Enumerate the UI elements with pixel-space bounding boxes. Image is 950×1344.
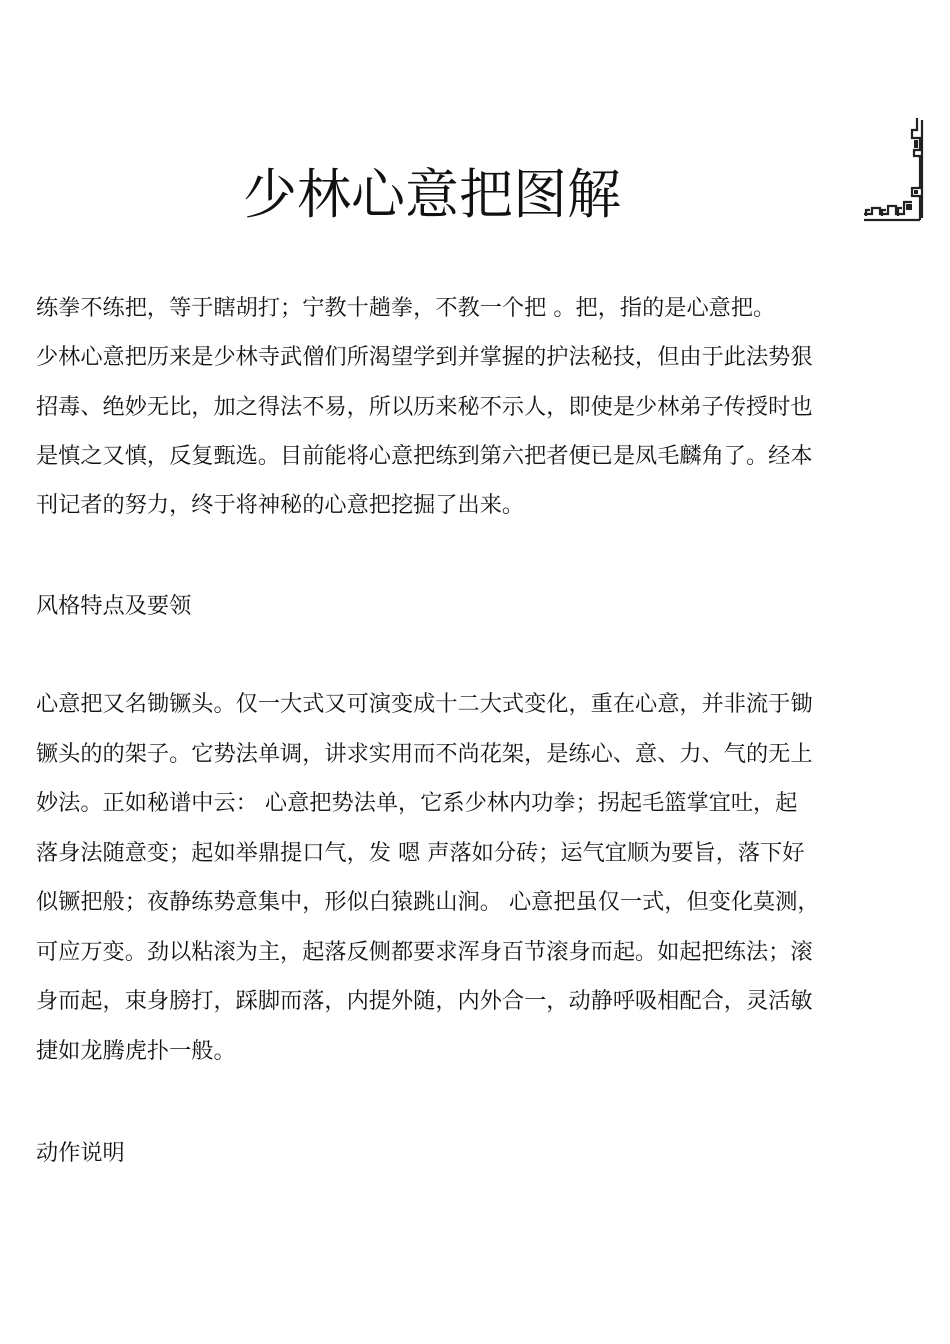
section1-line-5: 似镢把般；夜静练势意集中，形似白猿跳山涧。 心意把虽仅一式，但变化莫测， [36,889,820,915]
section-heading-actions: 动作说明 [36,1140,125,1166]
section1-line-7: 身而起，束身膀打，踩脚而落，内提外随，内外合一，动静呼吸相配合，灵活敏 [36,988,813,1014]
section1-line-2: 镢头的的架子。它势法单调，讲求实用而不尚花架，是练心、意、力、气的无上 [36,741,813,767]
section1-line-6: 可应万变。劲以粘滚为主，起落反侧都要求浑身百节滚身而起。如起把练法；滚 [36,939,813,965]
section-heading-style: 风格特点及要领 [36,593,192,619]
section1-line-3: 妙法。正如秘谱中云： 心意把势法单，它系少林内功拳；拐起毛篮掌宜吐，起 [36,790,798,816]
page-title: 少林心意把图解 [243,163,621,226]
intro-line-4: 是慎之又慎，反复甄选。目前能将心意把练到第六把者便已是凤毛麟角了。经本 [36,443,813,469]
corner-ornament-icon [862,116,924,222]
intro-line-5: 刊记者的努力，终于将神秘的心意把挖掘了出来。 [36,492,525,518]
intro-line-3: 招毒、绝妙无比，加之得法不易，所以历来秘不示人，即使是少林弟子传授时也 [36,394,813,420]
intro-line-2: 少林心意把历来是少林寺武僧们所渴望学到并掌握的护法秘技，但由于此法势狠 [36,344,813,370]
intro-line-1: 练拳不练把，等于瞎胡打；宁教十趟拳，不教一个把 。把，指的是心意把。 [36,295,776,321]
section1-line-4: 落身法随意变；起如举鼎提口气，发 嗯 声落如分砖；运气宜顺为要旨，落下好 [36,840,805,866]
section1-line-1: 心意把又名锄镢头。仅一大式又可演变成十二大式变化，重在心意，并非流于锄 [36,691,813,717]
section1-line-8: 捷如龙腾虎扑一般。 [36,1038,236,1064]
